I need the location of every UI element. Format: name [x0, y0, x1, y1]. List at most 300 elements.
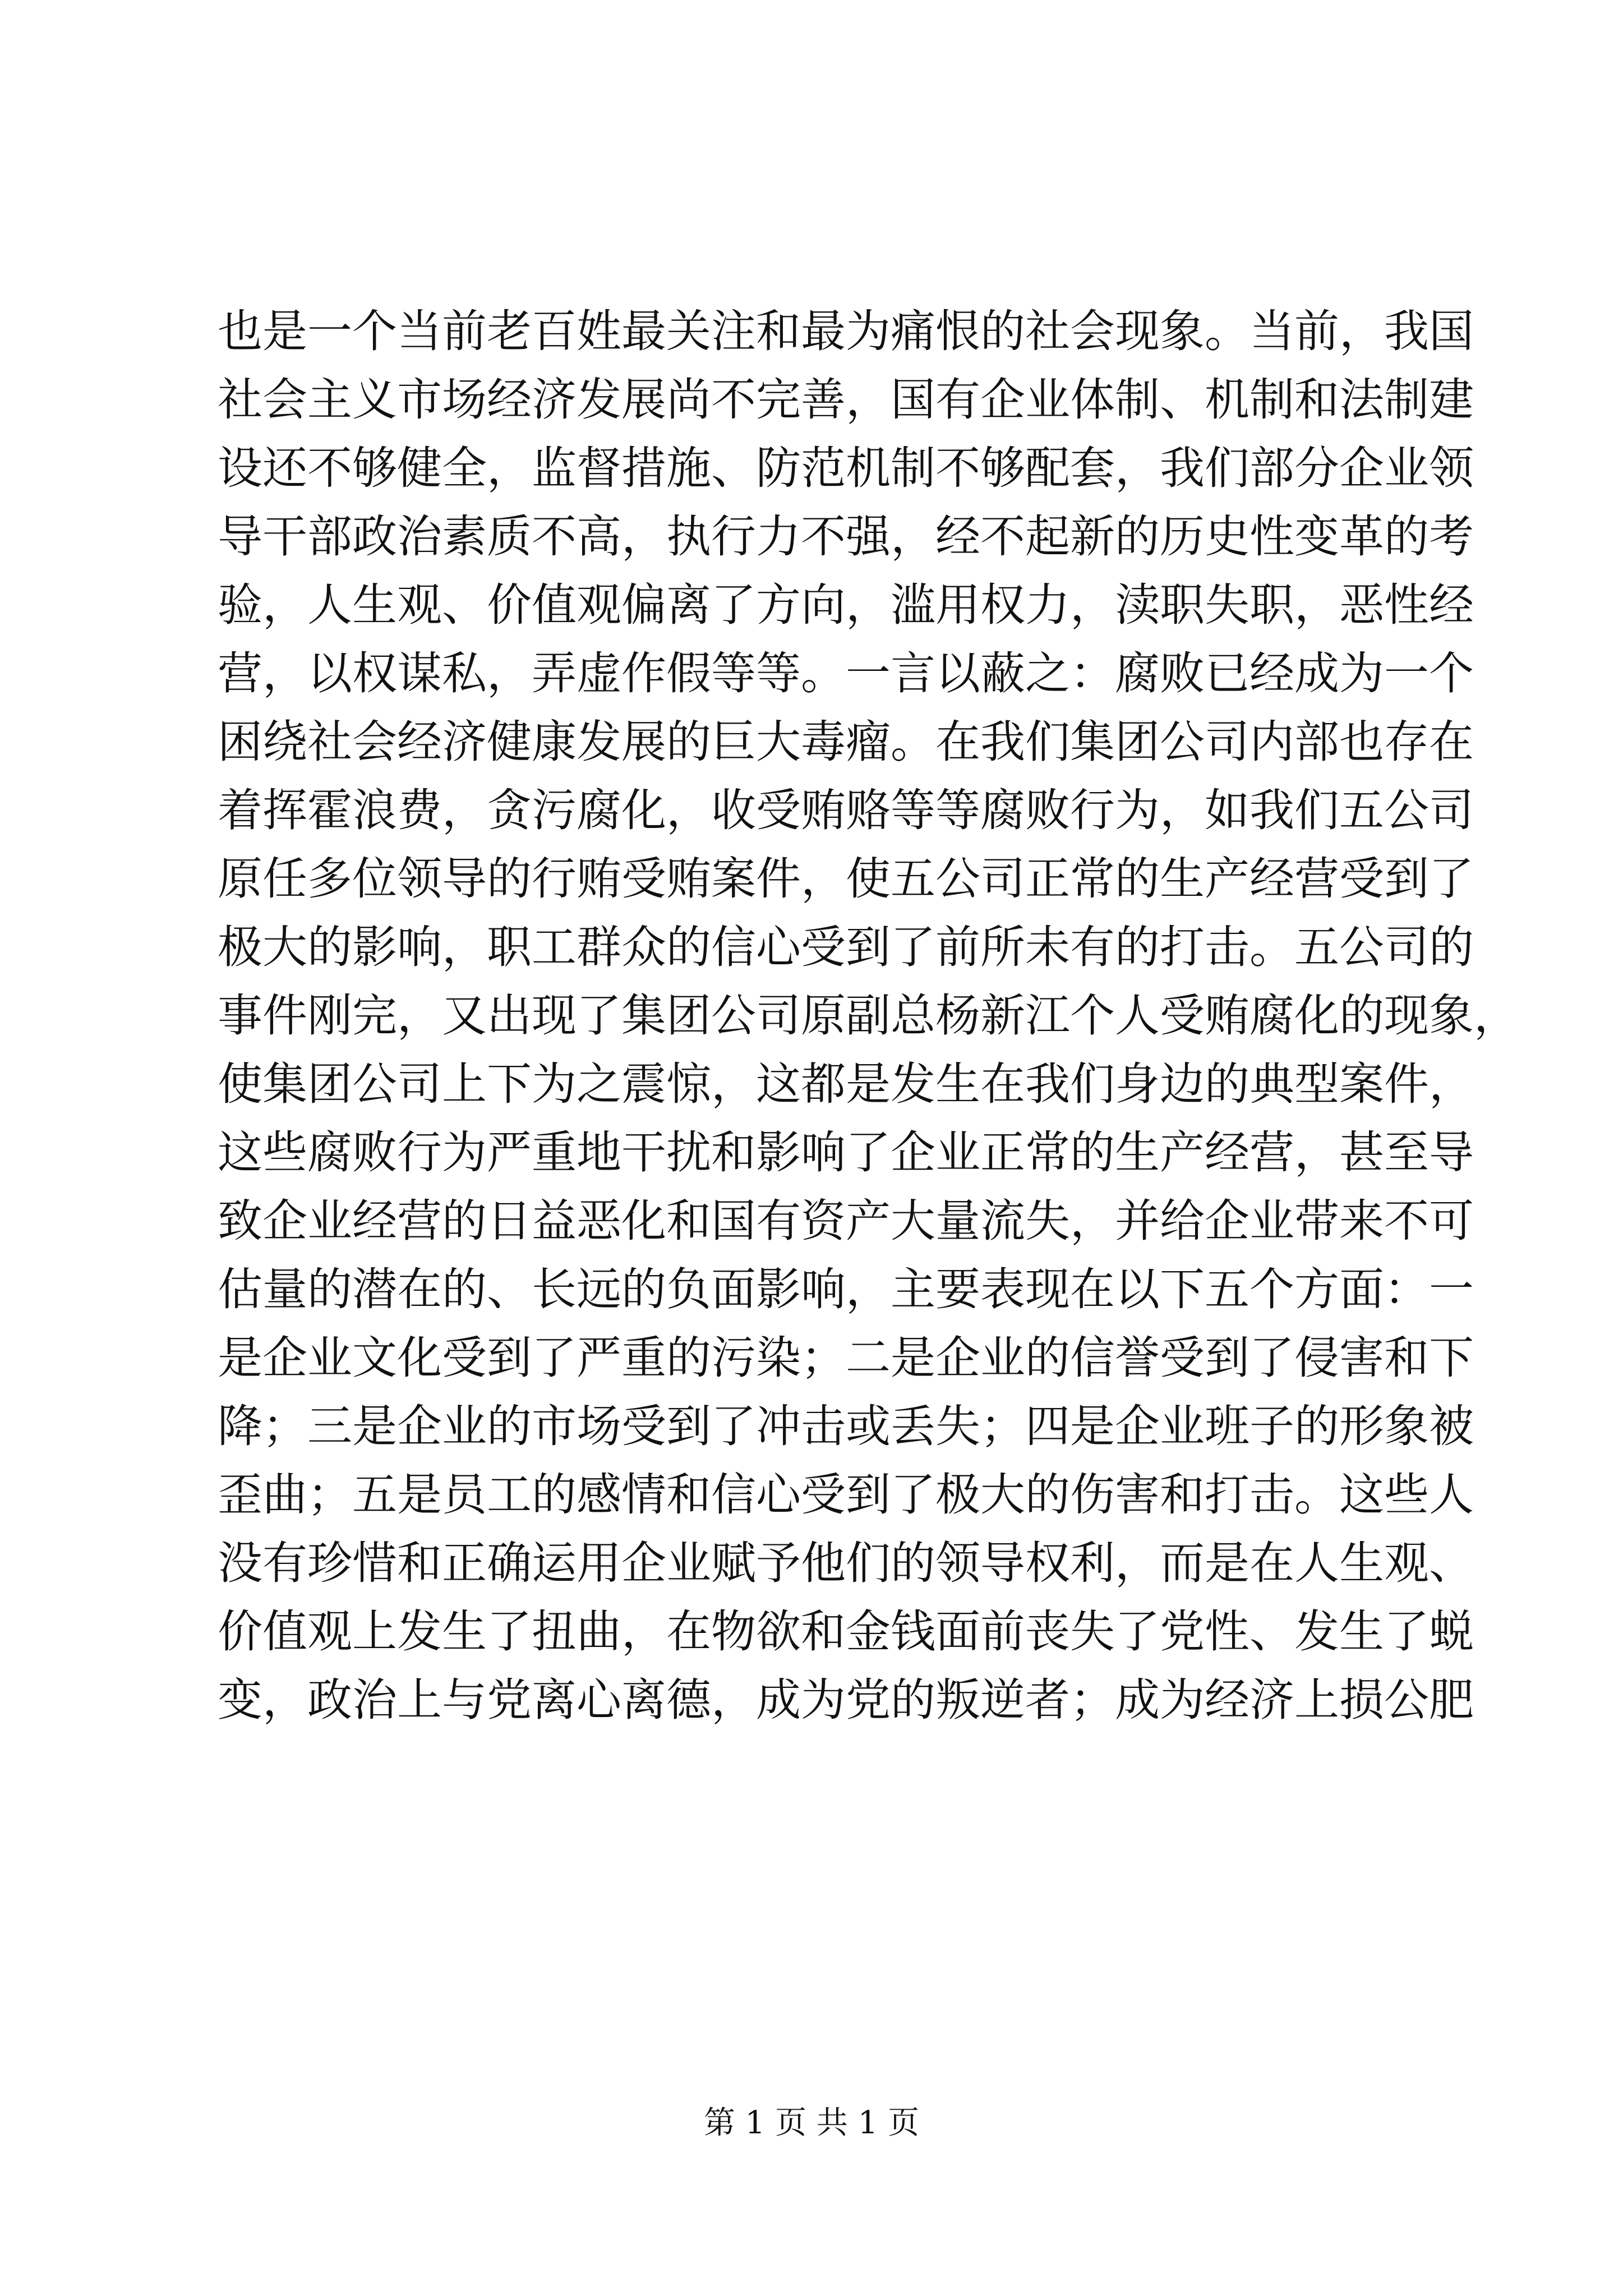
glyph: 、: [442, 579, 487, 631]
glyph: 我: [1025, 1058, 1070, 1110]
glyph: 健: [397, 442, 442, 494]
glyph: 腐: [1115, 647, 1160, 700]
glyph: 防: [756, 442, 801, 494]
glyph: 受: [621, 853, 666, 905]
glyph: 这: [756, 1058, 801, 1110]
glyph: 浪: [352, 784, 397, 836]
glyph: 的: [1115, 510, 1160, 563]
glyph: 力: [756, 510, 801, 563]
glyph: 所: [980, 921, 1025, 973]
glyph: 逆: [980, 1674, 1025, 1726]
glyph: 远: [577, 1263, 621, 1315]
glyph: 和: [1384, 1332, 1429, 1384]
glyph: 的: [1025, 1332, 1070, 1384]
glyph: 信: [1070, 1332, 1115, 1384]
glyph: 业: [1160, 1400, 1205, 1452]
glyph: 机: [846, 442, 891, 494]
glyph: 我: [1160, 442, 1205, 494]
glyph: 济: [532, 374, 577, 426]
glyph: 害: [1115, 1469, 1160, 1521]
glyph: ，: [1474, 990, 1519, 1042]
glyph: 上: [1294, 1674, 1339, 1726]
text-line: [218, 913, 1474, 982]
glyph: ，: [1339, 305, 1384, 357]
glyph: 私: [442, 647, 487, 700]
glyph: ：: [1384, 1263, 1429, 1315]
text-line: [218, 297, 1474, 366]
glyph: 法: [1339, 374, 1384, 426]
glyph: 受: [1160, 990, 1205, 1042]
glyph: 经: [1249, 853, 1294, 905]
glyph: 流: [980, 1195, 1025, 1247]
glyph: 不: [532, 510, 577, 563]
glyph: 是: [218, 1332, 262, 1384]
glyph: 行: [711, 510, 756, 563]
glyph: ；: [1070, 1674, 1115, 1726]
glyph: 大: [262, 921, 307, 973]
glyph: 集: [621, 990, 666, 1042]
glyph: ，: [621, 1605, 666, 1658]
glyph: 内: [1249, 716, 1294, 768]
glyph: 二: [846, 1332, 891, 1384]
glyph: ，: [1294, 1126, 1339, 1179]
glyph: 污: [711, 1332, 756, 1384]
glyph: 被: [1429, 1400, 1474, 1452]
glyph: 带: [1294, 1195, 1339, 1247]
glyph: 化: [621, 1195, 666, 1247]
glyph: 影: [756, 1126, 801, 1179]
glyph: 恶: [577, 1195, 621, 1247]
glyph: ，: [846, 1263, 891, 1315]
glyph: 的: [1294, 1400, 1339, 1452]
text-line: [218, 708, 1474, 776]
glyph: 企: [980, 374, 1025, 426]
glyph: 三: [307, 1400, 352, 1452]
glyph: 会: [262, 374, 307, 426]
glyph: 等: [891, 784, 935, 836]
glyph: 五: [1339, 784, 1384, 836]
glyph: 企: [397, 1400, 442, 1452]
glyph: 到: [846, 1469, 891, 1521]
glyph: 为: [801, 1674, 846, 1726]
glyph: 设: [218, 442, 262, 494]
glyph: 用: [577, 1537, 621, 1589]
glyph: 给: [1160, 1195, 1205, 1247]
glyph: 量: [262, 1263, 307, 1315]
glyph: 子: [1249, 1400, 1294, 1452]
glyph: 伤: [1070, 1469, 1115, 1521]
glyph: 的: [666, 1332, 711, 1384]
glyph: 在: [666, 1605, 711, 1658]
glyph: 最: [801, 305, 846, 357]
glyph: 会: [352, 716, 397, 768]
glyph: 一: [1384, 647, 1429, 700]
glyph: 价: [487, 579, 532, 631]
glyph: 了: [711, 579, 756, 631]
glyph: 些: [1384, 1469, 1429, 1521]
glyph: 贿: [666, 853, 711, 905]
glyph: ，: [1070, 1195, 1115, 1247]
text-line: [218, 1187, 1474, 1255]
glyph: 失: [1025, 1195, 1070, 1247]
glyph: 原: [801, 990, 846, 1042]
glyph: 事: [218, 990, 262, 1042]
glyph: 史: [1205, 510, 1249, 563]
glyph: 还: [262, 442, 307, 494]
text-line: [218, 366, 1474, 434]
glyph: 业: [1384, 442, 1429, 494]
glyph: 人: [1115, 990, 1160, 1042]
glyph: 企: [1205, 1195, 1249, 1247]
glyph: 党: [487, 1674, 532, 1726]
glyph: 公: [935, 853, 980, 905]
glyph: 建: [1429, 374, 1474, 426]
glyph: 多: [307, 853, 352, 905]
glyph: 案: [1339, 1058, 1384, 1110]
glyph: 贿: [577, 853, 621, 905]
glyph: 前: [442, 305, 487, 357]
glyph: 受: [1160, 1332, 1205, 1384]
glyph: 人: [307, 579, 352, 631]
glyph: 和: [666, 1469, 711, 1521]
glyph: 到: [1205, 1332, 1249, 1384]
glyph: 营: [1249, 1126, 1294, 1179]
glyph: 象: [1384, 1400, 1429, 1452]
glyph: 击: [801, 1400, 846, 1452]
glyph: 和: [666, 1195, 711, 1247]
glyph: 企: [262, 1332, 307, 1384]
glyph: 现: [532, 990, 577, 1042]
glyph: 成: [756, 1674, 801, 1726]
glyph: 赋: [711, 1537, 756, 1589]
glyph: 上: [352, 1605, 397, 1658]
glyph: 量: [935, 1195, 980, 1247]
glyph: 制: [891, 442, 935, 494]
glyph: 司: [980, 853, 1025, 905]
glyph: 上: [397, 1674, 442, 1726]
glyph: 干: [262, 510, 307, 563]
glyph: 、: [487, 1263, 532, 1315]
glyph: 场: [577, 1400, 621, 1452]
glyph: 者: [1025, 1674, 1070, 1726]
glyph: 的: [980, 305, 1025, 357]
glyph: 利: [1070, 1537, 1115, 1589]
glyph: 制: [1384, 374, 1429, 426]
glyph: 害: [1339, 1332, 1384, 1384]
glyph: 性: [1384, 579, 1429, 631]
glyph: 在: [1429, 716, 1474, 768]
glyph: 。: [801, 647, 846, 700]
glyph: 下: [487, 1058, 532, 1110]
glyph: 公: [711, 990, 756, 1042]
glyph: 扰: [666, 1126, 711, 1179]
glyph: 型: [1294, 1058, 1339, 1110]
glyph: 离: [532, 1674, 577, 1726]
glyph: 制: [1115, 374, 1160, 426]
glyph: 了: [891, 1469, 935, 1521]
glyph: 起: [1025, 510, 1070, 563]
glyph: ，: [1115, 1537, 1160, 1589]
glyph: 为: [532, 1058, 577, 1110]
glyph: 刚: [307, 990, 352, 1042]
glyph: 、: [1429, 1537, 1474, 1589]
glyph: 败: [1025, 784, 1070, 836]
glyph: ；: [980, 1400, 1025, 1452]
glyph: 个: [1249, 1263, 1294, 1315]
glyph: 业: [307, 1195, 352, 1247]
glyph: 发: [577, 374, 621, 426]
glyph: 又: [442, 990, 487, 1042]
glyph: 、: [1160, 374, 1205, 426]
glyph: 现: [1115, 305, 1160, 357]
glyph: 业: [666, 1537, 711, 1589]
glyph: 是: [397, 1469, 442, 1521]
glyph: 和: [397, 1537, 442, 1589]
glyph: 在: [1249, 1537, 1294, 1589]
glyph: 集: [1070, 716, 1115, 768]
glyph: 大: [980, 1469, 1025, 1521]
glyph: 老: [487, 305, 532, 357]
glyph: 生: [935, 1058, 980, 1110]
glyph: ，: [846, 374, 891, 426]
text-line: [218, 1666, 1474, 1734]
glyph: 歪: [218, 1469, 262, 1521]
glyph: ；: [262, 1400, 307, 1452]
glyph: 贿: [801, 784, 846, 836]
glyph: 发: [1294, 1605, 1339, 1658]
glyph: 治: [397, 510, 442, 563]
glyph: 运: [532, 1537, 577, 1589]
glyph: 不: [307, 442, 352, 494]
glyph: 是: [1070, 1400, 1115, 1452]
glyph: 击: [1205, 921, 1249, 973]
glyph: 腐: [307, 1126, 352, 1179]
glyph: 物: [711, 1605, 756, 1658]
glyph: 义: [352, 374, 397, 426]
glyph: 和: [756, 305, 801, 357]
glyph: 工: [532, 921, 577, 973]
glyph: 严: [577, 1332, 621, 1384]
glyph: 和: [1160, 1469, 1205, 1521]
glyph: 营: [218, 647, 262, 700]
glyph: 叛: [935, 1674, 980, 1726]
glyph: 产: [1160, 1126, 1205, 1179]
glyph: 向: [801, 579, 846, 631]
glyph: 腐: [1249, 990, 1294, 1042]
glyph: 了: [846, 1126, 891, 1179]
glyph: 生: [352, 579, 397, 631]
glyph: 痛: [891, 305, 935, 357]
glyph: 的: [307, 1263, 352, 1315]
glyph: 不: [935, 442, 980, 494]
glyph: 百: [532, 305, 577, 357]
glyph: 的: [1339, 990, 1384, 1042]
glyph: 益: [532, 1195, 577, 1247]
glyph: 恶: [1339, 579, 1384, 631]
glyph: 他: [801, 1537, 846, 1589]
glyph: 江: [1025, 990, 1070, 1042]
glyph: 以: [1115, 1263, 1160, 1315]
glyph: 侵: [1294, 1332, 1339, 1384]
glyph: 主: [891, 1263, 935, 1315]
glyph: 形: [1339, 1400, 1384, 1452]
glyph: 们: [846, 1537, 891, 1589]
glyph: 观: [1384, 1537, 1429, 1589]
glyph: 总: [891, 990, 935, 1042]
glyph: 展: [621, 374, 666, 426]
glyph: 政: [352, 510, 397, 563]
glyph: 群: [577, 921, 621, 973]
text-line: [218, 1119, 1474, 1187]
glyph: 出: [487, 990, 532, 1042]
glyph: 上: [442, 1058, 487, 1110]
glyph: 离: [621, 1674, 666, 1726]
glyph: 不: [711, 374, 756, 426]
glyph: 生: [1115, 1126, 1160, 1179]
glyph: 体: [1070, 374, 1115, 426]
glyph: ，: [487, 647, 532, 700]
glyph: 司: [756, 990, 801, 1042]
glyph: 的: [1205, 1058, 1249, 1110]
glyph: 。: [891, 716, 935, 768]
glyph: 也: [1339, 716, 1384, 768]
glyph: 言: [891, 647, 935, 700]
glyph: 公: [1384, 784, 1429, 836]
glyph: 之: [577, 1058, 621, 1110]
glyph: 收: [711, 784, 756, 836]
glyph: 公: [352, 1058, 397, 1110]
glyph: 位: [352, 853, 397, 905]
glyph: 观: [307, 1605, 352, 1658]
glyph: 市: [397, 374, 442, 426]
glyph: 了: [577, 990, 621, 1042]
glyph: 党: [846, 1674, 891, 1726]
glyph: ，: [891, 510, 935, 563]
glyph: ，: [262, 647, 307, 700]
glyph: 五: [891, 853, 935, 905]
glyph: ，: [442, 921, 487, 973]
glyph: 干: [621, 1126, 666, 1179]
glyph: 极: [218, 921, 262, 973]
glyph: 范: [801, 442, 846, 494]
glyph: 够: [352, 442, 397, 494]
glyph: 常: [1025, 1126, 1070, 1179]
glyph: 前: [1294, 305, 1339, 357]
glyph: 职: [1160, 579, 1205, 631]
glyph: 在: [397, 1263, 442, 1315]
glyph: 团: [666, 990, 711, 1042]
glyph: 信: [711, 1469, 756, 1521]
glyph: 业: [442, 1400, 487, 1452]
glyph: 行: [397, 1126, 442, 1179]
glyph: 业: [1249, 1195, 1294, 1247]
glyph: 济: [442, 716, 487, 768]
glyph: 的: [1384, 510, 1429, 563]
glyph: 的: [487, 1400, 532, 1452]
glyph: 公: [1384, 1674, 1429, 1726]
glyph: 已: [1205, 647, 1249, 700]
glyph: 未: [1025, 921, 1070, 973]
glyph: 产: [846, 1195, 891, 1247]
glyph: 领: [935, 1537, 980, 1589]
glyph: 场: [442, 374, 487, 426]
glyph: 到: [1384, 853, 1429, 905]
glyph: 到: [846, 921, 891, 973]
glyph: 和: [711, 1126, 756, 1179]
glyph: 经: [935, 510, 980, 563]
glyph: 贿: [1205, 990, 1249, 1042]
glyph: 为: [442, 1126, 487, 1179]
glyph: 这: [218, 1126, 262, 1179]
glyph: 成: [1294, 647, 1339, 700]
glyph: 经: [487, 374, 532, 426]
glyph: 了: [891, 921, 935, 973]
glyph: 行: [1070, 784, 1115, 836]
glyph: 击: [1249, 1469, 1294, 1521]
glyph: 绕: [262, 716, 307, 768]
glyph: 下: [1429, 1332, 1474, 1384]
glyph: 配: [1025, 442, 1070, 494]
glyph: 考: [1429, 510, 1474, 563]
glyph: 分: [1294, 442, 1339, 494]
glyph: 司: [1384, 921, 1429, 973]
glyph: 也: [218, 305, 262, 357]
glyph: 巨: [711, 716, 756, 768]
glyph: 个: [1070, 990, 1115, 1042]
glyph: 信: [711, 921, 756, 973]
glyph: 欲: [756, 1605, 801, 1658]
glyph: ，: [621, 510, 666, 563]
glyph: 经: [1205, 1674, 1249, 1726]
glyph: 验: [218, 579, 262, 631]
text-line: [218, 982, 1519, 1050]
glyph: 经: [1249, 647, 1294, 700]
glyph: 的: [442, 1195, 487, 1247]
glyph: 甚: [1339, 1126, 1384, 1179]
glyph: 生: [442, 1605, 487, 1658]
glyph: 杨: [935, 990, 980, 1042]
glyph: 的: [487, 853, 532, 905]
glyph: 受: [442, 1332, 487, 1384]
text-line: [218, 1255, 1474, 1324]
glyph: 业: [935, 1126, 980, 1179]
glyph: 变: [1294, 510, 1339, 563]
glyph: 领: [1429, 442, 1474, 494]
glyph: 正: [442, 1537, 487, 1589]
glyph: 权: [1025, 1537, 1070, 1589]
glyph: ，: [442, 784, 487, 836]
glyph: ，: [1294, 579, 1339, 631]
glyph: 督: [577, 442, 621, 494]
glyph: 使: [218, 1058, 262, 1110]
glyph: 副: [846, 990, 891, 1042]
glyph: 企: [262, 1195, 307, 1247]
text-line: [218, 434, 1474, 503]
glyph: 工: [487, 1469, 532, 1521]
glyph: 经: [1205, 1126, 1249, 1179]
glyph: 健: [487, 716, 532, 768]
glyph: ；: [801, 1332, 846, 1384]
glyph: ，: [397, 990, 442, 1042]
glyph: 、: [711, 442, 756, 494]
glyph: 以: [935, 647, 980, 700]
glyph: 曲: [577, 1605, 621, 1658]
glyph: 们: [1070, 1058, 1115, 1110]
glyph: 国: [711, 1195, 756, 1247]
glyph: 渎: [1115, 579, 1160, 631]
glyph: 观: [397, 579, 442, 631]
glyph: 响: [801, 1263, 846, 1315]
